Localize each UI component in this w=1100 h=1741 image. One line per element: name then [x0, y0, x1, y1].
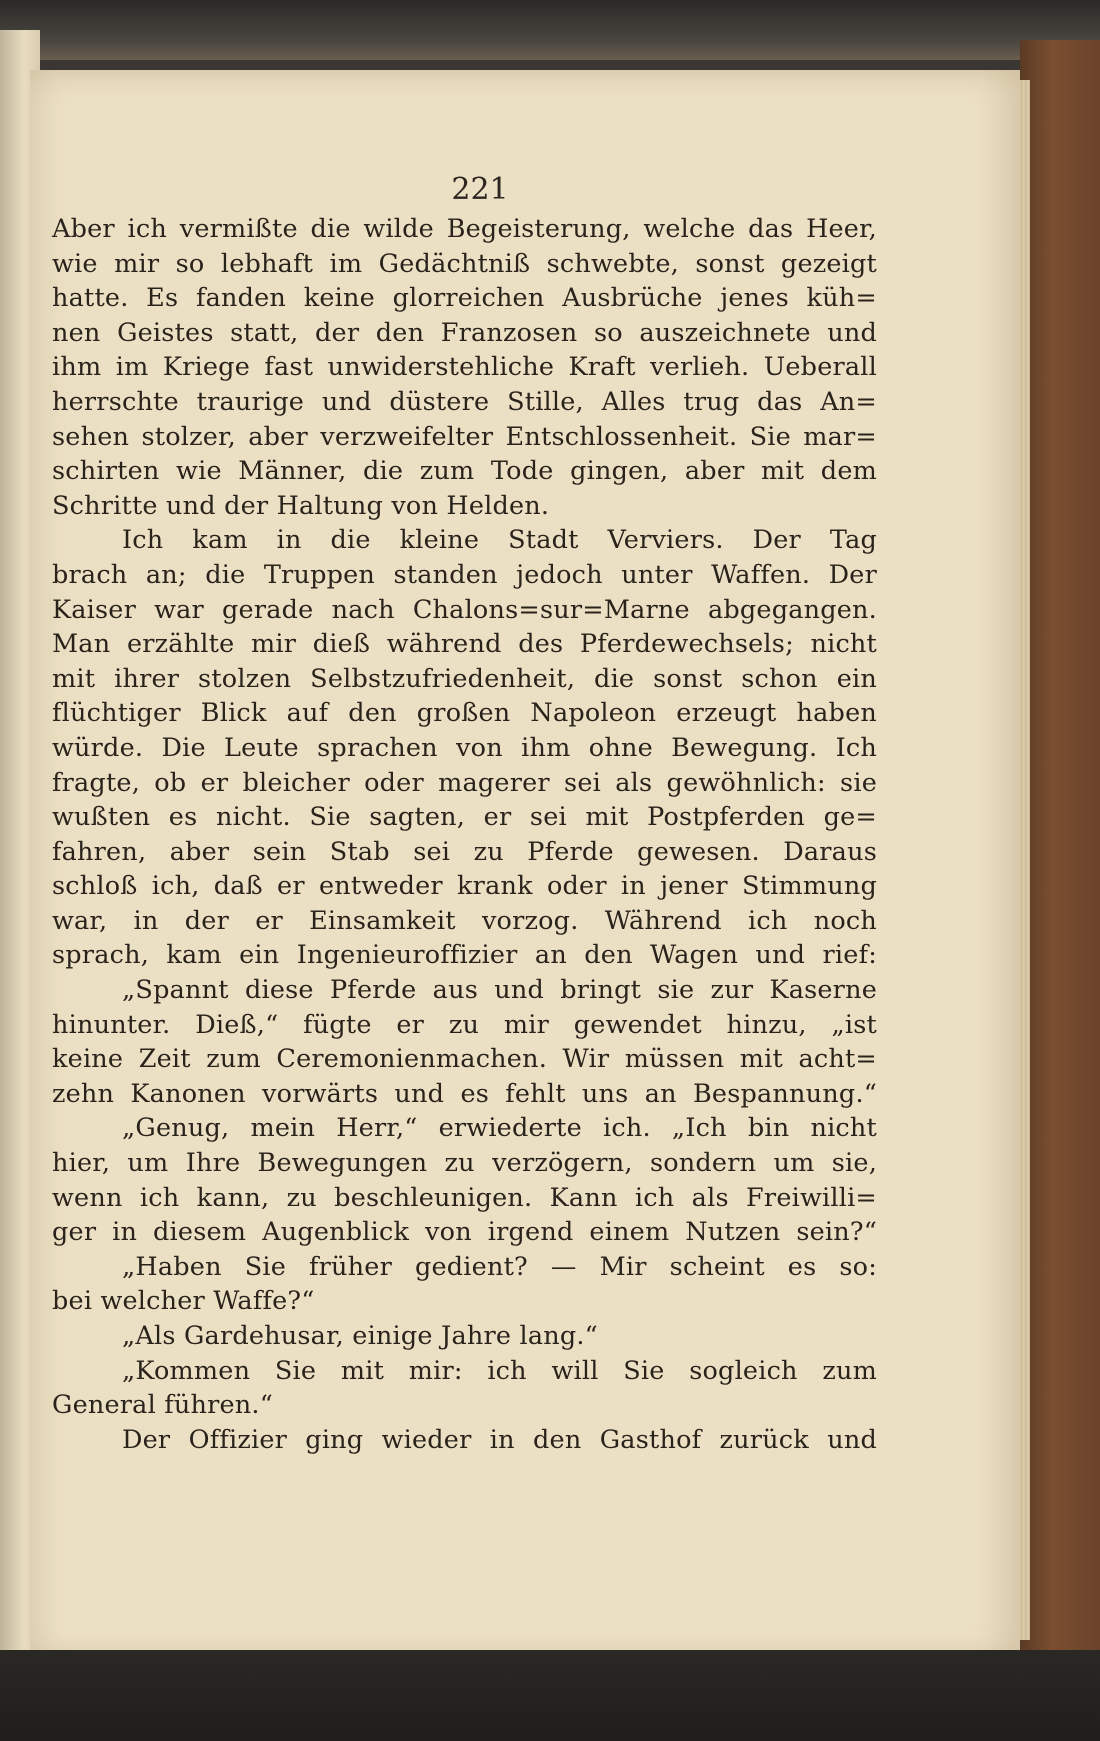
text-line: wußten es nicht. Sie sagten, er sei mit Postpferden ge=: [52, 802, 877, 833]
text-line: bei welcher Waffe?“: [52, 1286, 315, 1317]
text-line: sprach, kam ein Ingenieuroffizier an den Wagen und rief:: [52, 940, 877, 971]
book-cover-top: [0, 0, 1100, 60]
scanner-background-bottom: [0, 1650, 1100, 1741]
text-line: Man erzählte mir dieß während des Pferdewechsels; nicht: [52, 629, 877, 660]
text-line: schirten wie Männer, die zum Tode gingen, aber mit dem: [52, 456, 877, 487]
text-line: war, in der er Einsamkeit vorzog. Während ich noch: [52, 905, 877, 936]
book-cover-right: [1020, 40, 1100, 1660]
text-line: sehen stolzer, aber verzweifelter Entschlossenheit. Sie mar=: [52, 421, 877, 452]
text-line: wenn ich kann, zu beschleunigen. Kann ich als Freiwilli=: [52, 1182, 877, 1213]
text-line: Ich kam in die kleine Stadt Verviers. Der Tag: [122, 525, 877, 556]
text-line: ihm im Kriege fast unwiderstehliche Kraft verlieh. Ueberall: [52, 352, 877, 383]
text-line: „Genug, mein Herr,“ erwiederte ich. „Ich bin nicht: [122, 1113, 877, 1144]
text-line: fragte, ob er bleicher oder magerer sei als gewöhnlich: sie: [52, 767, 877, 798]
text-line: Der Offizier ging wieder in den Gasthof zurück und: [122, 1424, 877, 1455]
text-line: zehn Kanonen vorwärts und es fehlt uns an Bespannung.“: [52, 1078, 877, 1109]
text-line: keine Zeit zum Ceremonienmachen. Wir müssen mit acht=: [52, 1044, 877, 1075]
text-line: Kaiser war gerade nach Chalons=sur=Marne abgegangen.: [52, 594, 877, 625]
text-line: flüchtiger Blick auf den großen Napoleon erzeugt haben: [52, 698, 877, 729]
text-line: würde. Die Leute sprachen von ihm ohne Bewegung. Ich: [52, 732, 877, 763]
text-line: nen Geistes statt, der den Franzosen so auszeichnete und: [52, 317, 877, 348]
text-line: hier, um Ihre Bewegungen zu verzögern, sondern um sie,: [52, 1148, 877, 1179]
text-line: „Haben Sie früher gedient? — Mir scheint es so:: [122, 1251, 877, 1282]
text-line: mit ihrer stolzen Selbstzufriedenheit, die sonst schon ein: [52, 663, 877, 694]
text-line: wie mir so lebhaft im Gedächtniß schwebte, sonst gezeigt: [52, 248, 877, 279]
text-line: fahren, aber sein Stab sei zu Pferde gewesen. Daraus: [52, 836, 877, 867]
text-line: ger in diesem Augenblick von irgend einem Nutzen sein?“: [52, 1217, 877, 1248]
text-line: „Kommen Sie mit mir: ich will Sie sogleich zum: [122, 1355, 877, 1386]
text-line: hinunter. Dieß,“ fügte er zu mir gewendet hinzu, „ist: [52, 1009, 877, 1040]
text-line: Schritte und der Haltung von Helden.: [52, 490, 550, 521]
body-text: [52, 212, 877, 1457]
text-line: brach an; die Truppen standen jedoch unter Waffen. Der: [52, 559, 877, 590]
text-line: „Spannt diese Pferde aus und bringt sie zur Kaserne: [122, 975, 877, 1006]
text-line: General führen.“: [52, 1390, 273, 1421]
text-line: schloß ich, daß er entweder krank oder in jener Stimmung: [52, 871, 877, 902]
text-line: hatte. Es fanden keine glorreichen Ausbrüche jenes küh=: [52, 283, 877, 314]
text-line: „Als Gardehusar, einige Jahre lang.“: [122, 1321, 598, 1351]
text-line: herrschte traurige und düstere Stille, Alles trug das An=: [52, 386, 877, 417]
text-line: Aber ich vermißte die wilde Begeisterung, welche das Heer,: [52, 214, 877, 244]
page-number: 221: [451, 172, 509, 207]
